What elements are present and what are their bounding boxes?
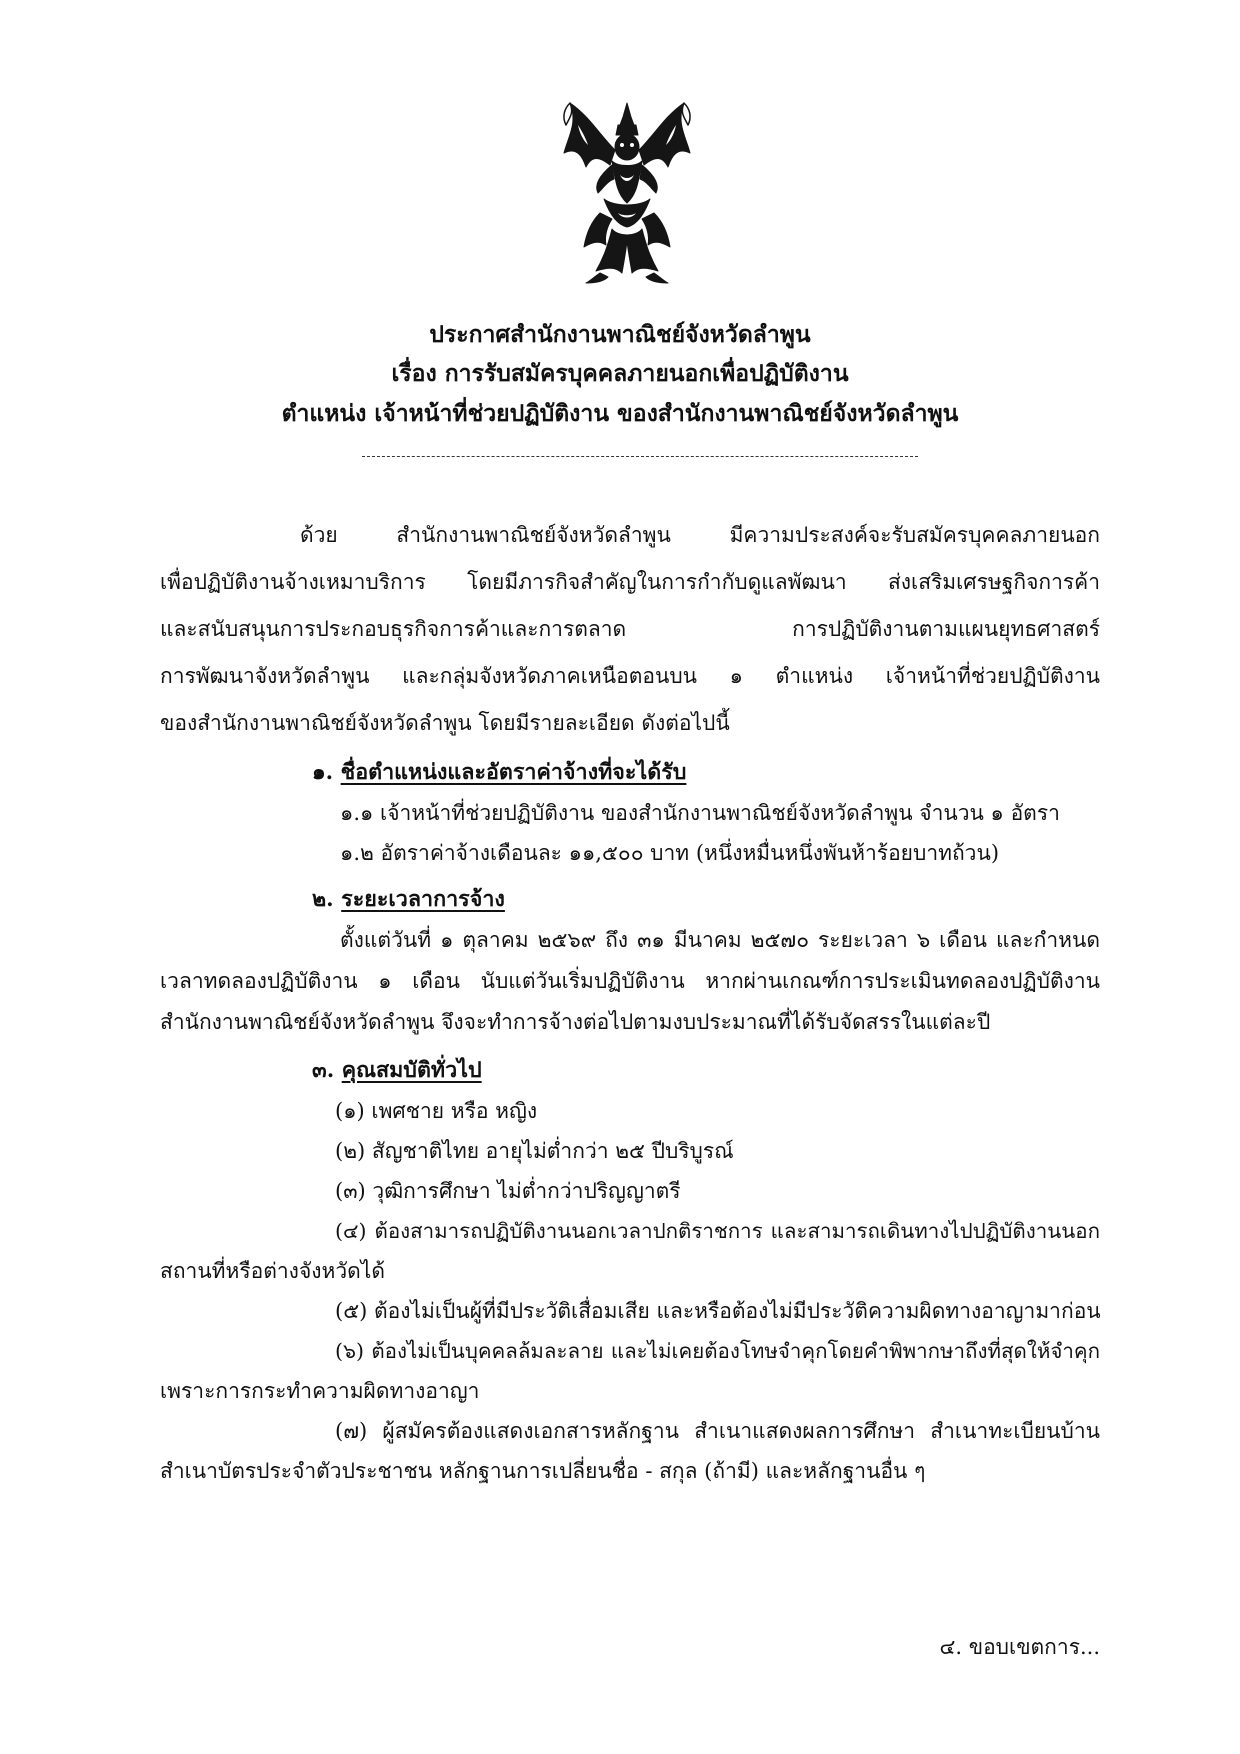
intro-line: และสนับสนุนการประกอบธุรกิจการค้าและการตลาด การปฏิบัติงานตามแผนยุทธศาสตร์ bbox=[160, 617, 1100, 641]
intro-line: เพื่อปฏิบัติงานจ้างเหมาบริการ โดยมีภารกิจสำคัญในการกำกับดูแลพัฒนา ส่งเสริมเศรษฐกิจการค้า bbox=[160, 570, 1100, 594]
garuda-emblem-icon bbox=[560, 95, 695, 285]
qualification-item: (๔) ต้องสามารถปฏิบัติงานนอกเวลาปกติราชการ และสามารถเดินทางไปปฏิบัติงานนอก bbox=[335, 1219, 1100, 1243]
section-3-number: ๓. bbox=[312, 1058, 335, 1083]
section-3-heading bbox=[312, 1056, 482, 1086]
section-2-line: สำนักงานพาณิชย์จังหวัดลำพูน จึงจะทำการจ้างต่อไปตามงบประมาณที่ได้รับจัดสรรในแต่ละปี bbox=[160, 1010, 991, 1034]
intro-line: ด้วย สำนักงานพาณิชย์จังหวัดลำพูน มีความประสงค์จะรับสมัครบุคคลภายนอก bbox=[300, 523, 1100, 547]
section-1-heading bbox=[312, 758, 686, 788]
section-2-title: ระยะเวลาการจ้าง bbox=[341, 887, 505, 912]
qualification-item-continued: สถานที่หรือต่างจังหวัดได้ bbox=[160, 1259, 385, 1283]
qualification-item: (๓) วุฒิการศึกษา ไม่ต่ำกว่าปริญญาตรี bbox=[335, 1179, 681, 1203]
section-2-heading bbox=[312, 885, 505, 915]
section-1-number: ๑. bbox=[312, 760, 334, 785]
intro-line: ของสำนักงานพาณิชย์จังหวัดลำพูน โดยมีรายละเอียด ดังต่อไปนี้ bbox=[160, 711, 730, 735]
qualification-item: (๑) เพศชาย หรือ หญิง bbox=[335, 1099, 538, 1123]
page-continuation: ๔. ขอบเขตการ... bbox=[939, 1635, 1100, 1659]
qualification-item: (๕) ต้องไม่เป็นผู้ที่มีประวัติเสื่อมเสีย และหรือต้องไม่มีประวัติความผิดทางอาญามาก่อน bbox=[335, 1299, 1101, 1323]
qualification-item: (๖) ต้องไม่เป็นบุคคลล้มละลาย และไม่เคยต้องโทษจำคุกโดยคำพิพากษาถึงที่สุดให้จำคุก bbox=[335, 1339, 1100, 1363]
section-1-item: ๑.๑ เจ้าหน้าที่ช่วยปฏิบัติงาน ของสำนักงานพาณิชย์จังหวัดลำพูน จำนวน ๑ อัตรา bbox=[340, 801, 1060, 825]
announcement-title: ประกาศสำนักงานพาณิชย์จังหวัดลำพูน bbox=[429, 321, 811, 348]
section-2-line: เวลาทดลองปฏิบัติงาน ๑ เดือน นับแต่วันเริ่มปฏิบัติงาน หากผ่านเกณฑ์การประเมินทดลองปฏิบัติงาน bbox=[160, 969, 1100, 993]
qualification-item: (๗) ผู้สมัครต้องแสดงเอกสารหลักฐาน สำเนาแสดงผลการศึกษา สำเนาทะเบียนบ้าน bbox=[335, 1419, 1100, 1443]
qualification-item-continued: สำเนาบัตรประจำตัวประชาชน หลักฐานการเปลี่ยนชื่อ - สกุล (ถ้ามี) และหลักฐานอื่น ๆ bbox=[160, 1459, 926, 1483]
section-2-number: ๒. bbox=[312, 887, 334, 912]
qualification-item: (๒) สัญชาติไทย อายุไม่ต่ำกว่า ๒๕ ปีบริบูรณ์ bbox=[335, 1139, 734, 1163]
section-2-line: ตั้งแต่วันที่ ๑ ตุลาคม ๒๕๖๙ ถึง ๓๑ มีนาคม ๒๕๗๐ ระยะเวลา ๖ เดือน และกำหนด bbox=[340, 928, 1100, 952]
intro-line: การพัฒนาจังหวัดลำพูน และกลุ่มจังหวัดภาคเหนือตอนบน ๑ ตำแหน่ง เจ้าหน้าที่ช่วยปฏิบัติงาน bbox=[160, 664, 1100, 688]
heading-divider bbox=[362, 456, 918, 457]
section-3-title: คุณสมบัติทั่วไป bbox=[341, 1058, 482, 1083]
qualification-item-continued: เพราะการกระทำความผิดทางอาญา bbox=[160, 1379, 480, 1403]
announcement-position: ตำแหน่ง เจ้าหน้าที่ช่วยปฏิบัติงาน ของสำนักงานพาณิชย์จังหวัดลำพูน bbox=[281, 400, 959, 427]
announcement-subject: เรื่อง การรับสมัครบุคคลภายนอกเพื่อปฏิบัติงาน bbox=[391, 360, 849, 387]
section-1-title: ชื่อตำแหน่งและอัตราค่าจ้างที่จะได้รับ bbox=[340, 760, 687, 785]
section-1-item: ๑.๒ อัตราค่าจ้างเดือนละ ๑๑,๕๐๐ บาท (หนึ่งหมื่นหนึ่งพันห้าร้อยบาทถ้วน) bbox=[340, 841, 1000, 865]
